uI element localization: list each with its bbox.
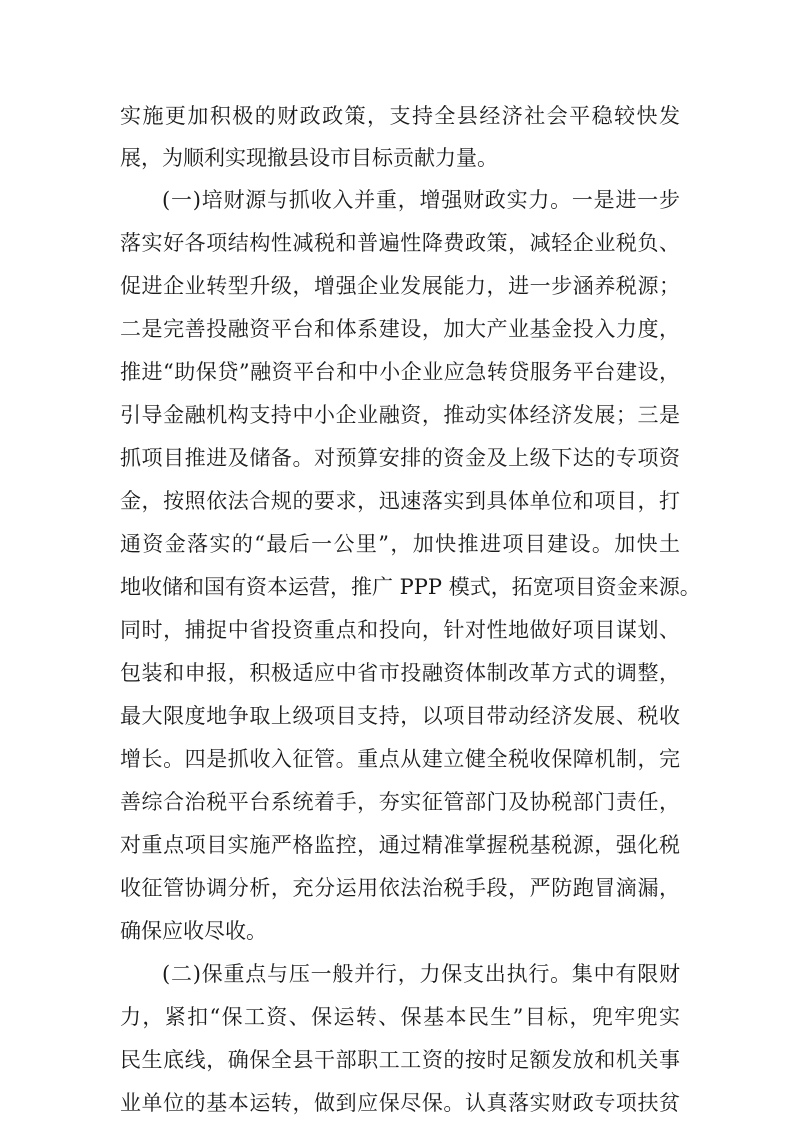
text-line: 推进“助保贷”融资平台和中小企业应急转贷服务平台建设，	[120, 360, 680, 384]
text-line: 落实好各项结构性减税和普遍性降费政策，减轻企业税负、	[120, 231, 680, 255]
text-line: 实施更加积极的财政政策，支持全县经济社会平稳较快发	[120, 104, 680, 128]
text-line: 展，为顺利实现撤县设市目标贡献力量。	[120, 146, 498, 170]
text-line: 力，紧扣“保工资、保运转、保基本民生”目标，兜牢兜实	[120, 1005, 680, 1029]
text-line: 二是完善投融资平台和体系建设，加大产业基金投入力度，	[120, 317, 680, 341]
text-line: 地收储和国有资本运营，推广 PPP 模式，拓宽项目资金来源。	[120, 575, 701, 599]
paragraph-heading-1: (一)培财源与抓收入并重，增强财政实力。一是进一步	[162, 188, 680, 212]
text-line: 包装和申报，积极适应中省市投融资体制改革方式的调整，	[120, 661, 680, 685]
text-line: 同时，捕捉中省投资重点和投向，针对性地做好项目谋划、	[120, 618, 680, 642]
text-line: 民生底线，确保全县干部职工工资的按时足额发放和机关事	[120, 1048, 680, 1072]
text-line: 引导金融机构支持中小企业融资，推动实体经济发展；三是	[120, 403, 680, 427]
text-line: 善综合治税平台系统着手，夯实征管部门及协税部门责任，	[120, 790, 680, 814]
text-line: 最大限度地争取上级项目支持，以项目带动经济发展、税收	[120, 704, 680, 728]
text-line: 确保应收尽收。	[120, 919, 267, 943]
text-line: 业单位的基本运转，做到应保尽保。认真落实财政专项扶贫	[120, 1091, 680, 1115]
text-line: 抓项目推进及储备。对预算安排的资金及上级下达的专项资	[120, 446, 680, 470]
text-line: 通资金落实的“最后一公里”，加快推进项目建设。加快土	[120, 532, 680, 556]
paragraph-heading-2: (二)保重点与压一般并行，力保支出执行。集中有限财	[162, 962, 680, 986]
text-line: 收征管协调分析，充分运用依法治税手段，严防跑冒滴漏，	[120, 876, 680, 900]
text-line: 对重点项目实施严格监控，通过精准掌握税基税源，强化税	[120, 833, 680, 857]
text-line: 促进企业转型升级，增强企业发展能力，进一步涵养税源；	[120, 274, 680, 298]
text-line: 增长。四是抓收入征管。重点从建立健全税收保障机制，完	[120, 747, 680, 771]
text-line: 金，按照依法合规的要求，迅速落实到具体单位和项目，打	[120, 489, 680, 513]
